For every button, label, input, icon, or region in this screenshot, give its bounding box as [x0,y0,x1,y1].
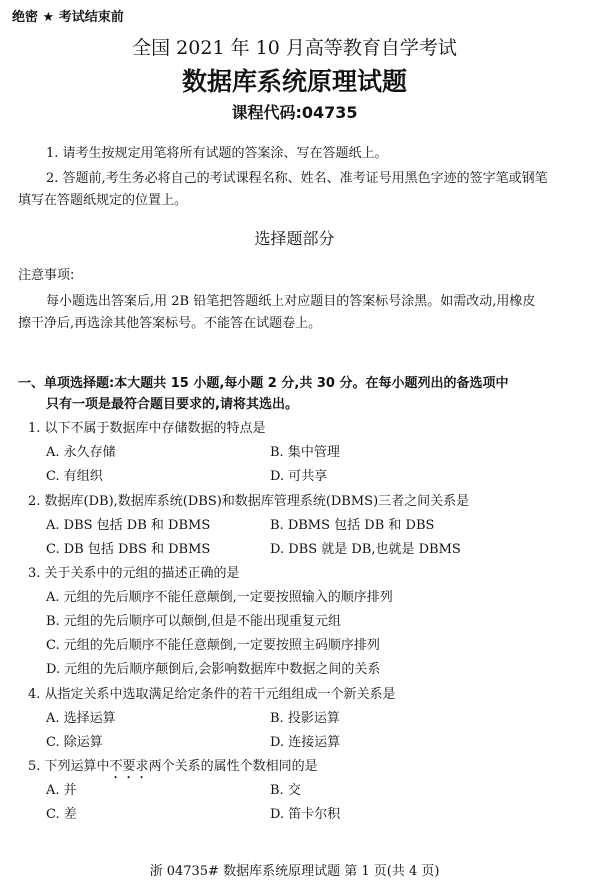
instruction-1: 1. 请考生按规定用笔将所有试题的答案涂、写在答题纸上。 [46,146,388,161]
question-5-stem [28,755,318,782]
instruction-2: 2. 答题前,考生务必将自己的考试课程名称、姓名、准考证号用黑色字迹的签字笔或钢笔 [46,171,548,186]
confidential-mark: 绝密 ★ 考试结束前 [12,10,124,25]
question-2-option-b: B. DBMS 包括 DB 和 DBS [270,518,435,533]
page-footer: 浙 04735# 数据库系统原理试题 第 1 页(共 4 页) [149,864,440,879]
question-1-stem: 1. 以下不属于数据库中存储数据的特点是 [28,421,266,436]
instruction-2-cont: 填写在答题纸规定的位置上。 [18,193,188,208]
notice-line-1: 每小题选出答案后,用 2B 铅笔把答题纸上对应题目的答案标号涂黑。如需改动,用橡皮 [46,294,536,309]
question-1-option-c: C. 有组织 [46,469,103,484]
question-1-option-b: B. 集中管理 [270,445,340,460]
question-5-stem-prefix: 5. 下列运算中 [28,759,110,774]
question-2-stem: 2. 数据库(DB),数据库系统(DBS)和数据库管理系统(DBMS)三者之间关系是 [28,494,470,509]
subject-title: 数据库系统原理试题 [181,67,407,96]
question-3-option-c: C. 元组的先后顺序不能任意颠倒,一定要按照主码顺序排列 [46,638,380,653]
question-3-option-b: B. 元组的先后顺序可以颠倒,但是不能出现重复元组 [46,614,341,629]
question-5-option-b: B. 交 [270,783,301,798]
question-5-stem-emphasis: 不要求 [109,759,149,774]
part-heading-cont: 只有一项是最符合题目要求的,请将其选出。 [46,397,298,412]
course-code: 课程代码:04735 [231,103,358,122]
question-4-stem: 4. 从指定关系中选取满足给定条件的若干元组组成一个新关系是 [28,687,396,702]
question-4-option-a: A. 选择运算 [46,711,116,726]
question-1-option-d: D. 可共享 [270,469,328,484]
question-2-option-d: D. DBS 就是 DB,也就是 DBMS [270,542,461,557]
question-5-stem-suffix: 两个关系的属性个数相同的是 [148,759,318,774]
question-3-stem: 3. 关于关系中的元组的描述正确的是 [28,566,240,581]
question-5-option-c: C. 差 [46,807,77,822]
question-2-option-c: C. DB 包括 DBS 和 DBMS [46,542,211,557]
exam-title: 全国 2021 年 10 月高等教育自学考试 [132,37,457,59]
question-4-option-b: B. 投影运算 [270,711,340,726]
question-4-option-c: C. 除运算 [46,735,103,750]
question-3-option-a: A. 元组的先后顺序不能任意颠倒,一定要按照输入的顺序排列 [46,590,393,605]
question-5-option-a: A. 并 [46,783,77,798]
question-2-option-a: A. DBS 包括 DB 和 DBMS [46,518,211,533]
section-title: 选择题部分 [254,229,335,248]
question-3-option-d: D. 元组的先后顺序颠倒后,会影响数据库中数据之间的关系 [46,662,381,677]
notice-line-2: 擦干净后,再选涂其他答案标号。不能答在试题卷上。 [18,316,322,331]
question-4-option-d: D. 连接运算 [270,735,341,750]
question-5-option-d: D. 笛卡尔积 [270,807,341,822]
notice-heading: 注意事项: [18,268,75,283]
question-1-option-a: A. 永久存储 [46,445,116,460]
part-heading: 一、单项选择题:本大题共 15 小题,每小题 2 分,共 30 分。在每小题列出的备选项中 [18,376,509,391]
